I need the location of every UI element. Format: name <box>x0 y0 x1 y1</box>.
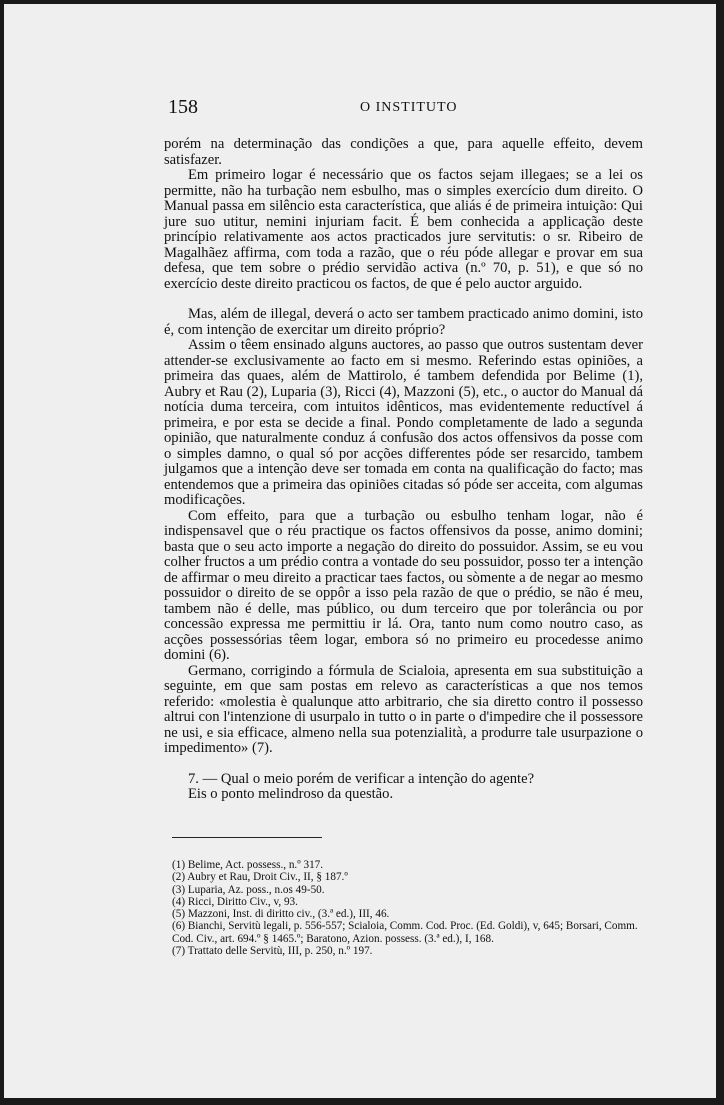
paragraph-illegal-acts: Em primeiro logar é necessário que os factos sejam illegaes; se a lei os permitte, não ha turbação nem esbulho, mas o simples exercício dum direito. O Manual passa em silêncio esta característica, que aliás é de primeira intuição: Qui jure suo utitur, nemini injuriam facit. É bem conhecida a applicação deste princípio relativamente aos actos practicados jure servitutis: o sr. Ribeiro de Magalhãez affirma, com toda a razão, que o réu póde allegar e provar em sua defesa, que tem sobre o prédio servidão activa (n.º 70, p. 51), e que só no exercício deste direito practicou os factos, de que é pelo auctor arguido. <box>164 167 643 292</box>
book-page <box>4 4 716 1098</box>
paragraph-animo-domini-question: Mas, além de illegal, deverá o acto ser tambem practicado animo domini, isto é, com intenção de exercitar um direito próprio? <box>164 306 643 338</box>
footnote-7: (7) Trattato delle Servitù, III, p. 250, n.º 197. <box>172 945 373 958</box>
footnote-1: (1) Belime, Act. possess., n.º 317. <box>172 859 324 871</box>
running-title: O INSTITUTO <box>360 100 458 115</box>
paragraph-authors-opinions: Assim o têem ensinado alguns auctores, ao passo que outros sustentam dever attender-se exclusivamente ao facto em si mesmo. Referindo estas opiniões, a primeira das quaes, além de Mattirolo, é tambem defendida por Belime (1), Aubry et Rau (2), Luparia (3), Ricci (4), Mazzoni (5), etc., o auctor do Manual dá notícia duma terceira, com intuitos idênticos, mas evidentemente reductível á primeira, e por esta se decide a final. Pondo completamente de lado a segunda opinião, que naturalmente conduz á confusão dos actos offensivos da posse com o simples damno, o qual só por acções differentes póde ser resarcido, tambem julgamos que a intenção deve ser tomada em conta na qualificação do facto; mas entendemos que a primeira das opiniões citadas só póde ser acceita, com algumas modificações. <box>164 337 643 508</box>
footnotes <box>172 859 652 957</box>
footnote-5: (5) Mazzoni, Inst. di diritto civ., (3.ª ed.), III, 46. <box>172 908 390 921</box>
footnote-6: (6) Bianchi, Servitù legali, p. 556-557; Scialoia, Comm. Cod. Proc. (Ed. Goldi), v, 645; Borsari, Comm. Cod. Civ., art. 694.º § 1465.º; Baratono, Azion. possess. (3.ª ed.), I, 168. <box>172 920 638 945</box>
page-number: 158 <box>168 96 198 118</box>
section-7-heading: 7. — Qual o meio porém de verificar a intenção do agente? <box>188 770 535 787</box>
body-text <box>164 137 643 803</box>
footnote-divider <box>172 837 322 838</box>
paragraph-com-effeito: Com effeito, para que a turbação ou esbulho tenham logar, não é indispensavel que o réu practique os factos offensivos da posse, animo domini; basta que o seu acto importe a negação do direito do possuidor. Assim, se eu vou colher fructos a um prédio contra a vontade do seu possuidor, posso ter a intenção de affirmar o meu direito a practicar taes factos, ou sòmente a de negar ao mesmo possuidor o direito de se oppôr a isso pela razão de que o prédio, se não é meu, tambem não é delle, mas público, ou dum terceiro que por tolerância ou por concessão expressa me permittiu ir lá. Ora, tanto num como noutro caso, as acções possessórias têem logar, embora só no primeiro eu procedesse animo domini (6). <box>164 507 643 663</box>
footnote-4: (4) Ricci, Diritto Civ., v, 93. <box>172 895 298 908</box>
paragraph-melindroso: Eis o ponto melindroso da questão. <box>188 786 394 802</box>
paragraph-germano: Germano, corrigindo a fórmula de Scialoia, apresenta em sua substituição a seguinte, em que sam postas em relevo as características a que nos temos referido: «molestia è qualunque atto arbitrario, che sia diretto contro il possesso altrui con l'intenzione di usurpalo in tutto o in parte o d'impedire che il possessore ne usi, e sia efficace, almeno nella sua potenzialità, a produrre tale usurpazione o impedimento» (7). <box>164 662 643 756</box>
footnote-3: (3) Luparia, Az. poss., n.os 49-50. <box>172 883 325 896</box>
page-header <box>168 96 636 124</box>
footnote-2: (2) Aubry et Rau, Droit Civ., II, § 187.º <box>172 871 348 884</box>
paragraph-continuation: porém na determinação das condições a que, para aquelle effeito, devem satisfazer. <box>164 136 643 168</box>
